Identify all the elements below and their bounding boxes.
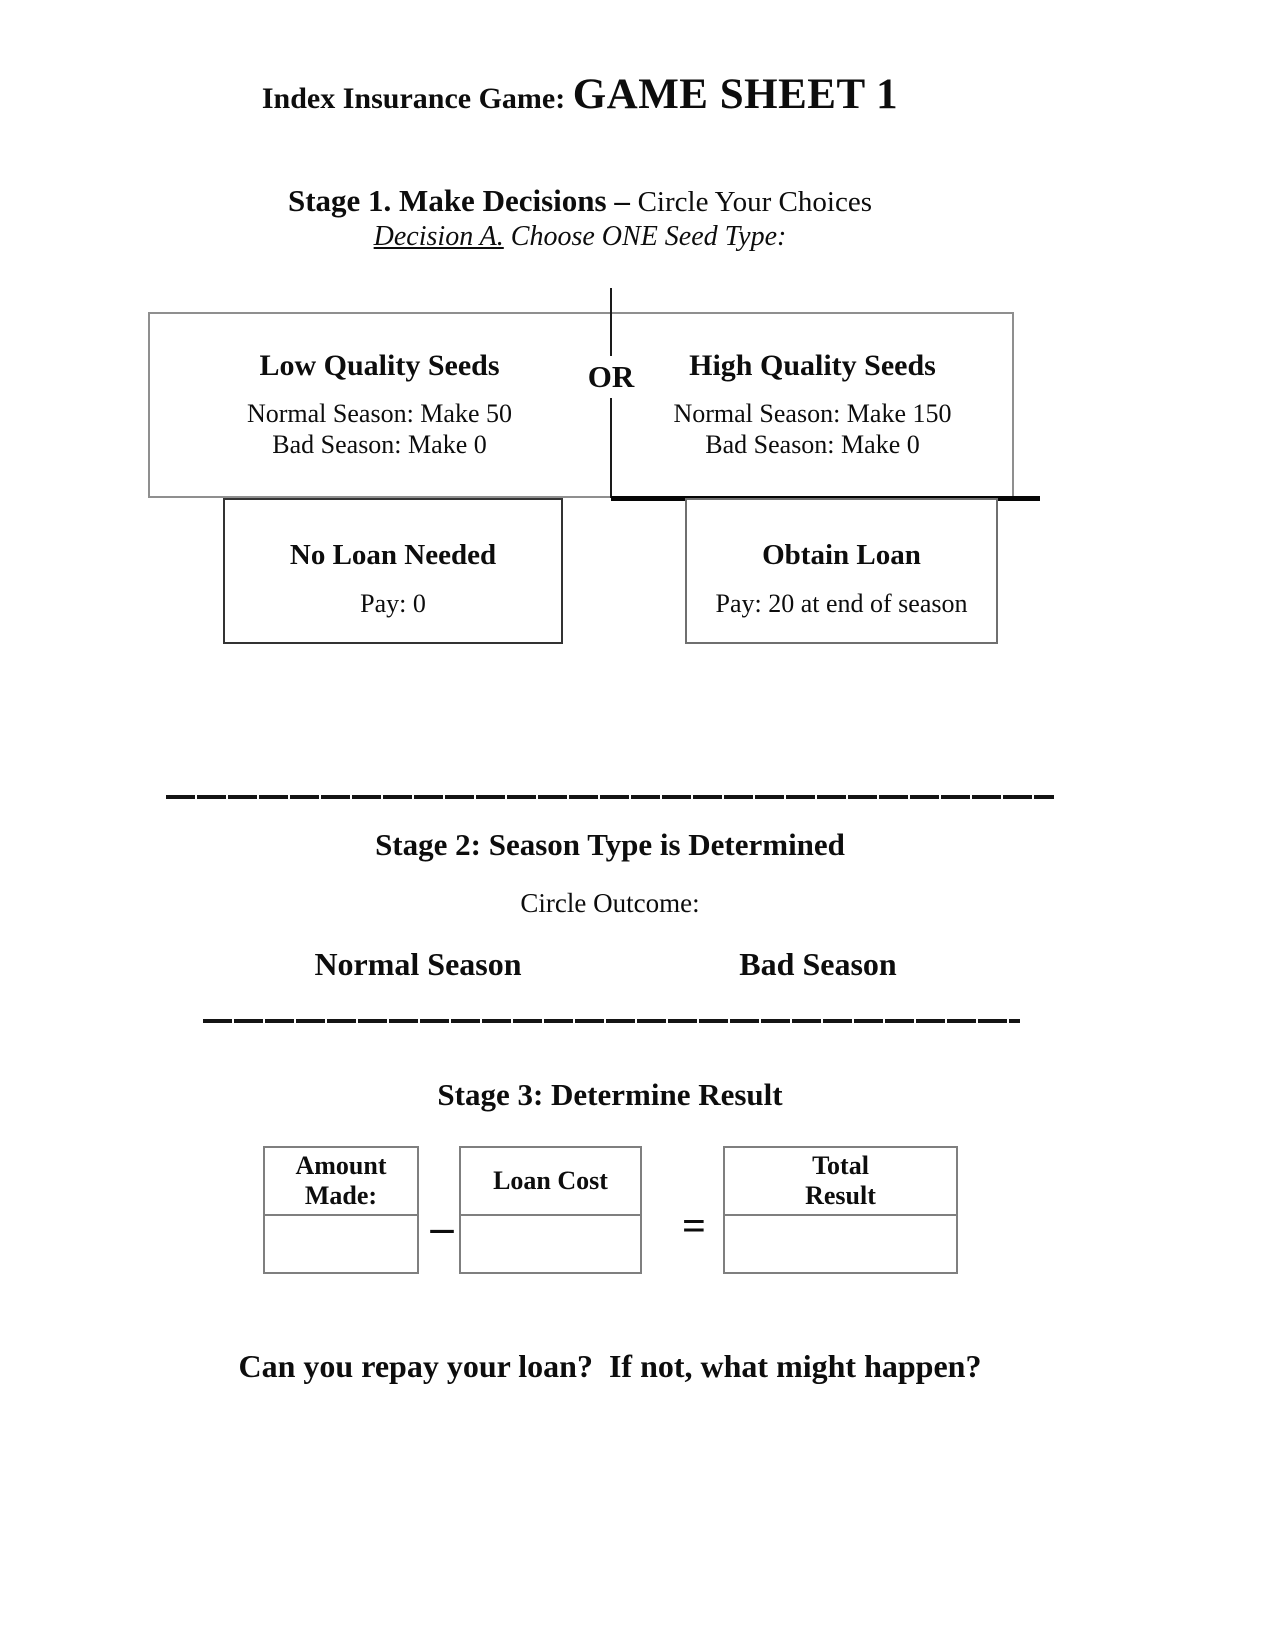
loan-option-obtain-title: Obtain Loan [762,539,921,571]
outcome-normal-season[interactable]: Normal Season [314,946,522,982]
loan-option-no-loan[interactable] [223,498,563,644]
seed-option-high-bad-season: Bad Season: Make 0 [705,430,920,459]
page-title [0,70,1160,119]
stage2-heading: Stage 2: Season Type is Determined [375,827,845,862]
equals-sign: = [682,1204,706,1250]
seed-option-low-quality[interactable] [150,314,609,496]
total-result-value-cell[interactable] [725,1216,956,1272]
divider-1 [166,795,1054,799]
or-label: OR [570,356,652,398]
decision-rest: Choose ONE Seed Type: [503,221,787,252]
amount-made-label-line2: Made: [304,1181,378,1210]
amount-made-box [263,1146,419,1274]
stage1-heading-bold: Stage 1. Make Decisions – [287,183,638,218]
loan-cost-label-line1: Loan Cost [493,1166,608,1195]
stage3-heading: Stage 3: Determine Result [437,1077,783,1112]
amount-made-value-cell[interactable] [265,1216,417,1272]
seed-option-high-normal-season: Normal Season: Make 150 [673,399,952,428]
seed-option-low-bad-season: Bad Season: Make 0 [272,430,487,459]
stage1-heading [0,183,1160,219]
decision-label: Decision A. [373,221,504,252]
amount-made-label-line1: Amount [295,1151,387,1180]
total-result-label-line1: Total [812,1151,869,1180]
seed-option-high-quality[interactable] [613,314,1012,496]
repay-question: Can you repay your loan? If not, what might happen? [238,1348,982,1384]
amount-made-label [265,1148,417,1216]
total-result-label-line2: Result [805,1181,876,1210]
seed-option-low-title: Low Quality Seeds [259,349,500,382]
decision-instruction [0,221,1160,253]
seed-choice-box [148,312,1014,498]
loan-cost-value-cell[interactable] [461,1216,640,1272]
page-title-prefix: Index Insurance Game: [261,82,573,115]
loan-option-no-loan-title: No Loan Needed [289,539,497,571]
loan-cost-box [459,1146,642,1274]
loan-option-obtain-detail: Pay: 20 at end of season [715,589,968,618]
seed-option-high-title: High Quality Seeds [689,349,936,382]
loan-cost-label [461,1148,640,1216]
loan-option-obtain-loan[interactable] [685,498,998,644]
circle-outcome-instruction: Circle Outcome: [520,888,700,918]
outcome-bad-season[interactable]: Bad Season [739,946,897,982]
seed-option-low-normal-season: Normal Season: Make 50 [246,399,512,428]
total-result-label [725,1148,956,1216]
stage1-heading-rest: Circle Your Choices [637,186,872,218]
minus-sign: – [430,1201,454,1252]
page-title-main: GAME SHEET 1 [572,71,899,118]
divider-2 [203,1019,1020,1023]
total-result-box [723,1146,958,1274]
loan-option-no-loan-detail: Pay: 0 [360,589,426,618]
